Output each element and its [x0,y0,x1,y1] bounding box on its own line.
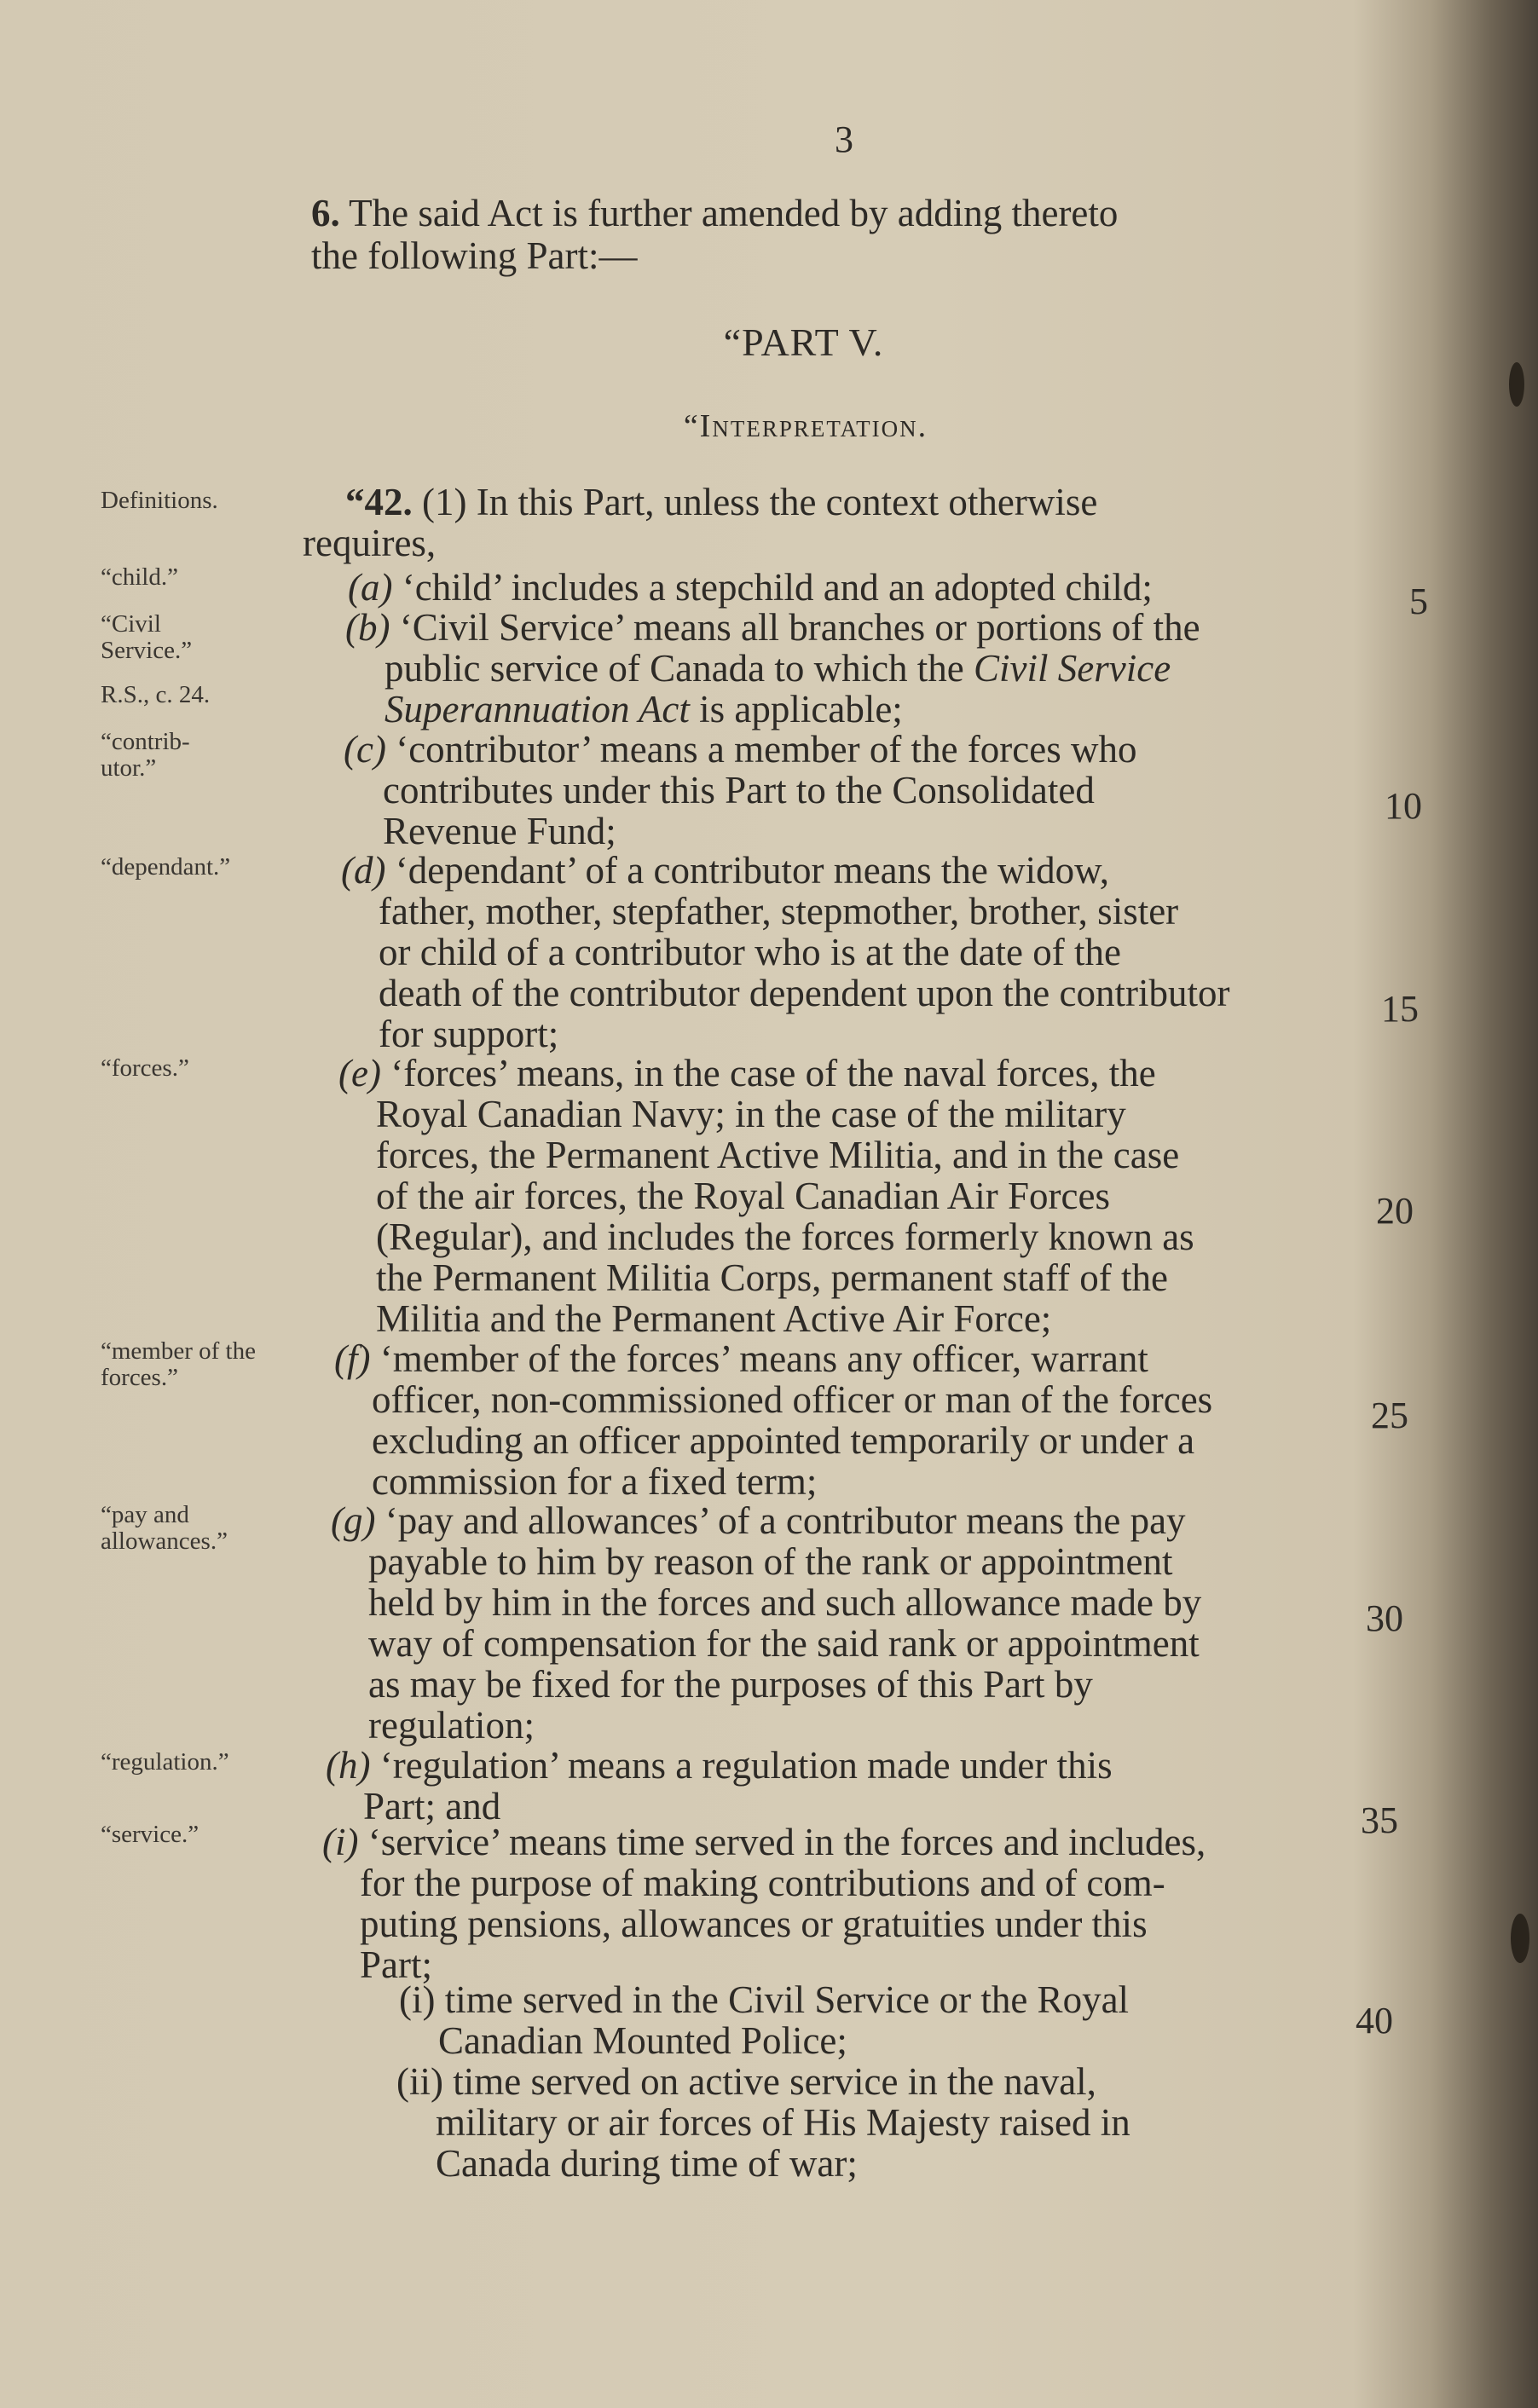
margin-note-definitions: Definitions. [101,487,218,514]
clause-a [348,567,1405,608]
section-42-line-1: (1) In this Part, unless the context otherwise [412,481,1098,523]
subclause-line: time served in the Civil Service or the Royal [435,1978,1130,2021]
clause-f [334,1338,1391,1502]
line-number: 20 [1376,1190,1414,1232]
act-name-italic: Civil Service [974,647,1171,690]
clause-label: (c) [344,728,386,771]
clause-line: contributes under this Part to the Consolidated [383,769,1095,811]
margin-note-regulation: “regulation.” [101,1748,229,1776]
clause-label: (i) [322,1821,359,1863]
section-number: 6. [311,192,340,234]
margin-note-pay: “pay and allowances.” [101,1501,228,1555]
clause-line: of the air forces, the Royal Canadian Air Forces [376,1175,1110,1217]
clause-line: ‘pay and allowances’ of a contributor means the pay [375,1499,1186,1542]
margin-note-civil-service: “Civil Service.” [101,610,193,664]
clause-label: (f) [334,1337,371,1380]
clause-label: (g) [331,1499,376,1542]
clause-line: officer, non-commissioned officer or man of the forces [372,1378,1213,1421]
clause-line: public service of Canada to which the [384,647,974,690]
clause-line: Revenue Fund; [383,810,616,852]
intro-line-2: the following Part:— [311,234,638,277]
clause-line: regulation; [368,1704,535,1747]
act-name-italic: Superannuation Act [384,688,690,730]
interpretation-heading: “Interpretation. [683,408,928,444]
subclause-label: (i) [399,1978,436,2021]
clause-b [345,607,1402,730]
intro-line-1: The said Act is further amended by adding thereto [339,192,1119,234]
clause-e [338,1053,1396,1339]
clause-line: for the purpose of making contributions and of com- [360,1862,1165,1904]
line-number: 30 [1366,1597,1403,1639]
clause-line: ‘dependant’ of a contributor means the widow, [385,849,1109,892]
clause-line: father, mother, stepfather, stepmother, brother, sister [379,890,1179,933]
clause-line: commission for a fixed term; [372,1460,818,1503]
subclause-line: time served on active service in the naval, [442,2060,1096,2103]
subclause-ii [396,2061,1351,2184]
clause-line: ‘member of the forces’ means any officer, warrant [370,1337,1148,1380]
part-title: “PART V. [723,320,884,364]
clause-label: (h) [326,1744,371,1787]
clause-line: ‘contributor’ means a member of the forces who [385,728,1137,771]
clause-label: (b) [345,606,390,649]
margin-note-rs: R.S., c. 24. [101,681,211,708]
line-number: 15 [1381,988,1419,1030]
subclause-label: (ii) [396,2060,443,2103]
margin-note-dependant: “dependant.” [101,853,231,881]
clause-h [326,1745,1383,1827]
clause-line: payable to him by reason of the rank or appointment [368,1540,1173,1583]
clause-line: way of compensation for the said rank or appointment [368,1622,1200,1665]
subclause-line: Canada during time of war; [436,2142,858,2185]
clause-line: ‘service’ means time served in the forces and includes, [358,1821,1206,1863]
line-number: 10 [1385,785,1422,827]
clause-line: death of the contributor dependent upon the contributor [379,972,1230,1014]
line-number: 5 [1409,580,1428,622]
section-42-number: “42. [345,481,413,523]
margin-note-forces: “forces.” [101,1054,189,1082]
clause-line: ‘regulation’ means a regulation made under this [370,1744,1113,1787]
clause-line: ‘Civil Service’ means all branches or portions of the [390,606,1200,649]
clause-line: forces, the Permanent Active Militia, and in the case [376,1134,1180,1176]
clause-line: ‘child’ includes a stepchild and an adopted child; [392,566,1153,609]
clause-line: is applicable; [689,688,903,730]
clause-c [344,729,1401,852]
page-number: 3 [835,118,853,160]
clause-i [322,1822,1379,1985]
margin-note-child: “child.” [101,563,178,591]
section-42-intro [303,482,1394,563]
clause-label: (e) [338,1052,381,1094]
clause-line: Part; [360,1943,432,1986]
clause-line: Part; and [363,1785,501,1828]
line-number: 25 [1371,1395,1408,1436]
clause-line: puting pensions, allowances or gratuities under this [360,1903,1148,1945]
clause-g [331,1500,1388,1746]
clause-line: held by him in the forces and such allowance made by [368,1581,1202,1624]
clause-line: (Regular), and includes the forces formerly known as [376,1216,1194,1258]
clause-line: excluding an officer appointed temporarily or under a [372,1419,1195,1462]
line-number: 35 [1361,1799,1398,1841]
clause-line: for support; [379,1013,559,1055]
subclause-line: military or air forces of His Majesty raised in [436,2101,1130,2144]
margin-note-service: “service.” [101,1821,199,1848]
clause-label: (d) [341,849,386,892]
section-42-line-2: requires, [303,522,437,564]
margin-note-contributor: “contrib-utor.” [101,728,190,782]
line-number: 40 [1356,2000,1393,2041]
clause-line: as may be fixed for the purposes of this Part by [368,1663,1093,1706]
clause-line: the Permanent Militia Corps, permanent staff of the [376,1256,1168,1299]
subclause-line: Canadian Mounted Police; [438,2019,847,2062]
clause-line: ‘forces’ means, in the case of the naval forces, the [380,1052,1156,1094]
clause-d [341,850,1398,1054]
clause-line: Militia and the Permanent Active Air Force; [376,1297,1052,1340]
binding-hole [1509,362,1524,407]
clause-line: Royal Canadian Navy; in the case of the military [376,1093,1126,1135]
amendment-intro [311,192,1385,277]
subclause-i [399,1979,1354,2061]
clause-line: or child of a contributor who is at the date of the [379,931,1121,973]
binding-hole [1511,1914,1529,1963]
clause-label: (a) [348,566,393,609]
margin-note-member: “member of the forces.” [101,1337,256,1391]
